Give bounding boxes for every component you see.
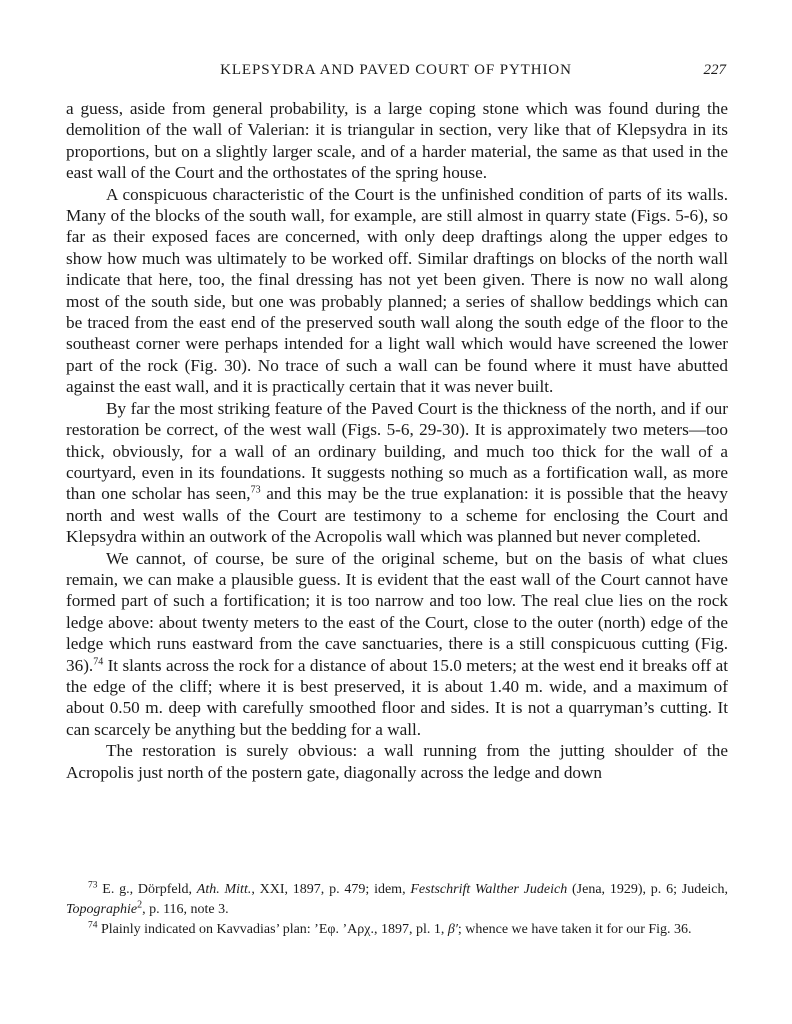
paragraph-4 — [66, 548, 728, 741]
footnote-text: , p. 116, note 3. — [142, 902, 229, 917]
footnote-text: E. g., Dörpfeld, — [102, 882, 197, 897]
page-number: 227 — [703, 62, 726, 78]
paragraph-text: By far the most striking feature of the Paved Court is the thickness of the north, and if our restoration be correct, of the west wall (Figs. 5-6, 29-30). It is approximately two meters—too thick, obviously, for a wall of an ordinary building, and much too thick for the wall of a courtyard, even in its foundations. It suggests nothing so much as a fortification wall, as more than one scholar has seen, — [66, 398, 728, 504]
paragraph-3 — [66, 398, 728, 548]
edition-superscript: 2 — [137, 899, 143, 911]
paragraph-text: The restoration is surely obvious: a wall running from the jutting shoulder of the Acropolis just north of the postern gate, diagonally across the ledge and down — [66, 741, 728, 782]
footnote-number: 74 — [88, 920, 98, 931]
footnote-text: (Jena, 1929), p. 6; Judeich, — [567, 882, 729, 897]
footnote-plate-ref: β′ — [447, 922, 458, 937]
paragraph-5 — [66, 740, 728, 783]
running-header — [66, 62, 726, 82]
paragraph-text: a guess, aside from general probability, is a large coping stone which was found during the demolition of the wall of Valerian: it is triangular in section, very like that of Klepsydra in its proportions, but on a slightly larger scale, and of a harder material, the same as that used in the east wall of the Court and the orthostates of the spring house. — [66, 99, 728, 183]
paragraph-text: It slants across the rock for a distance of about 15.0 meters; at the west end it breaks off at the edge of the cliff; where it is best preserved, it is about 1.40 m. wide, and a maximum of about 0.50 m. deep with carefully smoothed floor and sides. It is not a quarryman’s cutting. It can scarcely be anything but the bedding for a wall. — [66, 655, 728, 739]
footnote-citation-title: Ath. Mitt. — [196, 882, 252, 897]
body-text — [66, 98, 728, 783]
footnote-73 — [66, 880, 728, 920]
paragraph-text: and this may be the true explanation: it is possible that the heavy north and west walls of the Court are testimony to a scheme for enclosing the Court and Klepsydra within an outwork of the Acropolis wall which was planned but never completed. — [66, 484, 728, 547]
paragraph-1 — [66, 98, 728, 184]
footnote-number: 73 — [88, 880, 98, 891]
footnotes — [66, 880, 728, 940]
footnote-text: ; whence we have taken it for our Fig. 36. — [457, 922, 692, 937]
paragraph-text: We cannot, of course, be sure of the original scheme, but on the basis of what clues remain, we can make a plausible guess. It is evident that the east wall of the Court cannot have formed part of such a fortification; it is too narrow and too low. The real clue lies on the rock ledge above: about twenty meters to the east of the Court, close to the outer (north) edge of the ledge which runs eastward from the cave sanctuaries, there is a still conspicuous cutting (Fig. 36). — [66, 548, 728, 675]
running-title: KLEPSYDRA AND PAVED COURT OF PYTHION — [220, 62, 572, 78]
footnote-74 — [66, 920, 728, 940]
footnote-text: , XXI, 1897, p. 479; idem, — [251, 882, 411, 897]
paragraph-2 — [66, 184, 728, 398]
paragraph-text: A conspicuous characteristic of the Court is the unfinished condition of parts of its walls. Many of the blocks of the south wall, for example, are still almost in quarry state (Figs. 5-6), so far as their exposed faces are concerned, with only deep draftings along the upper edges to show how much was ultimately to be worked off. Similar draftings on blocks of the north wall indicate that here, too, the final dressing has not yet been given. There is now no wall along most of the south side, but one was probably planned; a series of shallow beddings which can be traced from the east end of the preserved south wall along the south edge of the floor to the southeast corner were perhaps intended for a light wall which would have screened the lower part of the rock (Fig. 30). No trace of such a wall can be found where it must have abutted against the east wall, and it is practically certain that it was never built. — [66, 184, 728, 397]
footnote-reference-74[interactable]: 74 — [93, 655, 104, 667]
footnote-citation-title: Topographie — [66, 902, 138, 917]
footnote-citation-title: Festschrift Walther Judeich — [410, 882, 568, 897]
footnote-reference-73[interactable]: 73 — [250, 484, 261, 496]
footnote-text: Plainly indicated on Kavvadias’ plan: ’Eφ. ’Aρχ., 1897, pl. 1, — [101, 922, 448, 937]
